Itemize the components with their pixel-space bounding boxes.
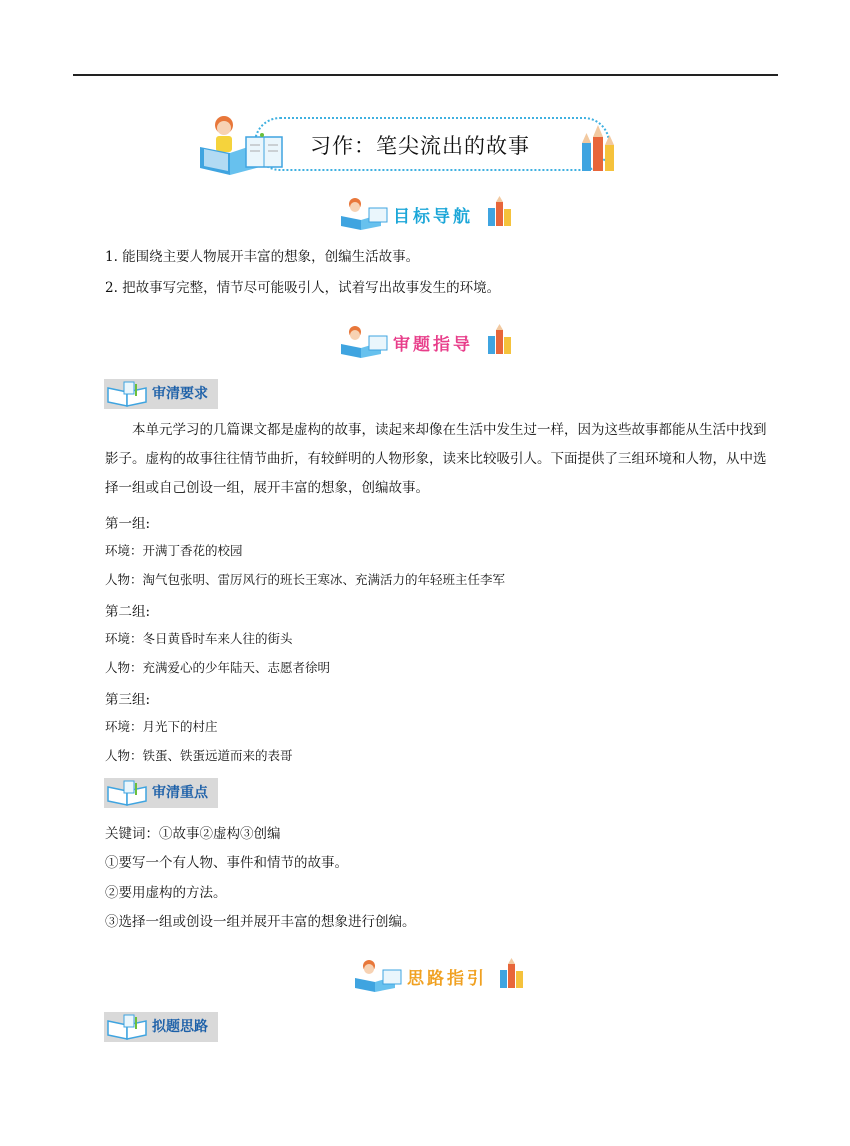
group-environment: 环境：开满丁香花的校园 xyxy=(105,543,243,558)
group-label: 第三组: xyxy=(105,692,151,708)
reading-girl-icon xyxy=(353,958,403,994)
open-book-icon xyxy=(106,380,150,408)
header-rule xyxy=(73,74,778,76)
group-label: 第二组: xyxy=(105,604,151,620)
open-book-icon xyxy=(106,1013,150,1041)
section-goals-header xyxy=(339,194,514,234)
keypoint-item: ①要写一个有人物、事件和情节的故事。 xyxy=(105,855,348,871)
section-thinking-header xyxy=(353,956,528,996)
section-thinking-title: 思路指引 xyxy=(407,969,487,989)
group-environment: 环境：月光下的村庄 xyxy=(105,719,218,734)
page-title: 习作：笔尖流出的故事 xyxy=(310,134,530,158)
section-goals-title: 目标导航 xyxy=(393,207,473,227)
group-people: 人物：铁蛋、铁蛋远道而来的表哥 xyxy=(105,748,293,763)
subsection-requirements-header xyxy=(104,379,218,409)
subsection-titling-title: 拟题思路 xyxy=(152,1019,208,1035)
subsection-titling-header xyxy=(104,1012,218,1042)
keywords-line: 关键词：①故事②虚构③创编 xyxy=(105,826,281,842)
section-review-title: 审题指导 xyxy=(393,335,473,355)
goal-item: 1. 能围绕主要人物展开丰富的想象，创编生活故事。 xyxy=(105,249,420,265)
subsection-keypoints-title: 审清重点 xyxy=(152,785,208,801)
reading-girl-icon xyxy=(339,324,389,360)
reading-girl-icon xyxy=(339,196,389,232)
pencils-icon xyxy=(580,123,620,173)
keypoint-item: ②要用虚构的方法。 xyxy=(105,885,227,901)
group-people: 人物：充满爱心的少年陆天、志愿者徐明 xyxy=(105,660,331,675)
group-label: 第一组: xyxy=(105,516,151,532)
subsection-keypoints-header xyxy=(104,778,218,808)
pencils-icon xyxy=(499,958,525,990)
group-people: 人物：淘气包张明、雷厉风行的班长王寒冰、充满活力的年轻班主任李军 xyxy=(105,572,506,587)
open-book-icon xyxy=(106,779,150,807)
group-environment: 环境：冬日黄昏时车来人往的街头 xyxy=(105,631,293,646)
pencils-icon xyxy=(487,324,513,356)
subsection-requirements-title: 审清要求 xyxy=(152,386,208,402)
pencils-icon xyxy=(487,196,513,228)
section-review-header xyxy=(339,322,514,362)
keypoint-item: ③选择一组或创设一组并展开丰富的想象进行创编。 xyxy=(105,914,416,930)
requirements-paragraph: 本单元学习的几篇课文都是虚构的故事，读起来却像在生活中发生过一样，因为这些故事都能从生活中找到影子。虚构的故事往往情节曲折，有较鲜明的人物形象，读来比较吸引人。下面提供了三组环境和人物，从中选择一组或自己创设一组，展开丰富的想象，创编故事。 xyxy=(105,422,767,496)
goal-item: 2. 把故事写完整，情节尽可能吸引人，试着写出故事发生的环境。 xyxy=(105,280,501,296)
